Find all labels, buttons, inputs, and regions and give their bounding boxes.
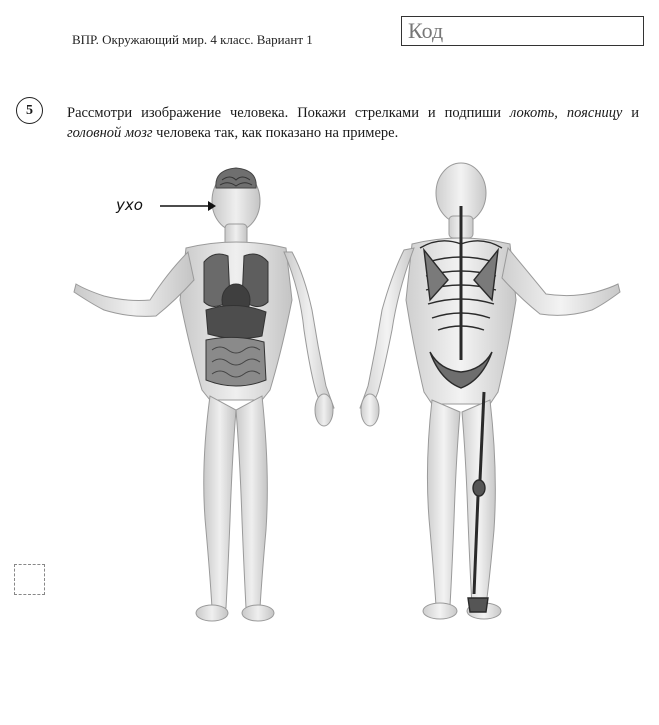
task-text-intro: Рассмотри изображение человека. Покажи стрелками и подпиши xyxy=(67,105,510,121)
page-header: ВПР. Окружающий мир. 4 класс. Вариант 1 xyxy=(72,32,313,47)
task-text-end: человека так, как показано на примере. xyxy=(152,125,399,141)
term-elbow: локоть, xyxy=(509,105,558,121)
task-number: 5 xyxy=(16,97,43,124)
code-label: Код xyxy=(408,18,444,43)
example-label-ear: ухо xyxy=(116,196,143,214)
back-body-figure xyxy=(360,163,620,619)
front-body-figure xyxy=(74,171,334,621)
term-brain: головной мозг xyxy=(67,125,153,141)
brain-organ xyxy=(216,168,256,188)
score-box[interactable] xyxy=(14,564,45,595)
task-text-and: и xyxy=(622,105,639,121)
term-lowerback: поясницу xyxy=(566,105,623,121)
example-arrow xyxy=(160,201,216,211)
